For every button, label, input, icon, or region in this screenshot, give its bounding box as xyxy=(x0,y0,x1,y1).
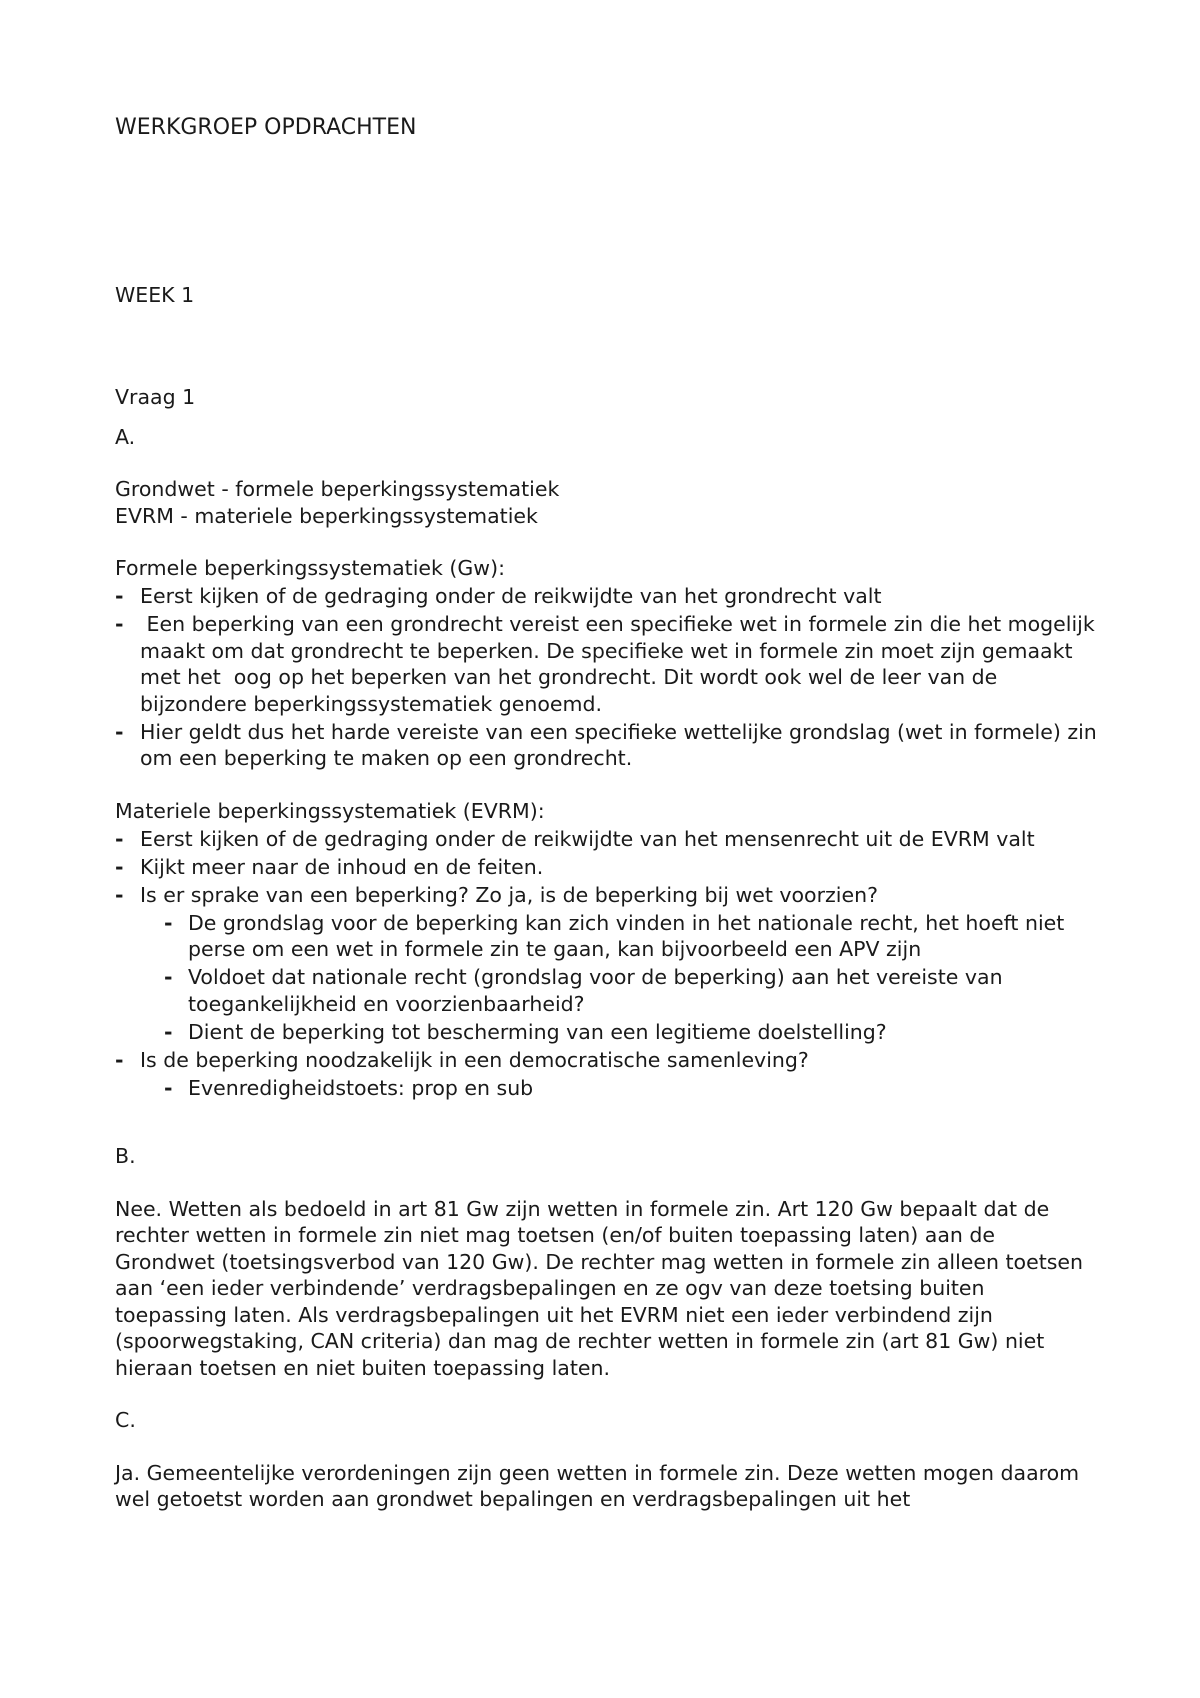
bullet-dash: - xyxy=(115,826,124,851)
question-label: Vraag 1 xyxy=(115,385,196,409)
list-item-text: Een beperking van een grondrecht vereist een specifieke wet in formele zin die het mogelijk maakt om dat grondrecht te beperken. De specifieke wet in formele zin moet zijn gemaakt met het oog op het beperken van het grondrecht. Dit wordt ook wel de leer van de bijzondere beperkingssystematiek genoemd. xyxy=(140,612,1102,716)
sub-list xyxy=(140,1075,1100,1102)
sub-list-item-text: De grondslag voor de beperking kan zich vinden in het nationale recht, het hoeft niet perse om een wet in formele zin te gaan, kan bijvoorbeeld een APV zijn xyxy=(188,910,1065,961)
sub-list-item-text: Voldoet dat nationale recht (grondslag voor de beperking) aan het vereiste van toegankelijkheid en voorzienbaarheid? xyxy=(188,965,1003,1016)
list-item-text: Is de beperking noodzakelijk in een democratische samenleving? xyxy=(140,1047,809,1072)
list-item-text: Is er sprake van een beperking? Zo ja, is de beperking bij wet voorzien? xyxy=(140,882,878,907)
part-b-label: B. xyxy=(115,1144,136,1168)
list-item-text: Hier geldt dus het harde vereiste van een specifieke wettelijke grondslag (wet in formele) zin om een beperking te maken op een grondrecht. xyxy=(140,719,1097,770)
list-item xyxy=(115,1047,1100,1102)
intro-line-gw: Grondwet - formele beperkingssystematiek xyxy=(115,477,560,501)
list-item xyxy=(115,882,1100,1046)
bullet-dash: - xyxy=(115,854,124,879)
bullet-dash: - xyxy=(115,612,124,636)
week-heading: WEEK 1 xyxy=(115,283,195,307)
bullet-dash: - xyxy=(115,882,124,907)
list-item xyxy=(115,611,1100,717)
sub-list-item xyxy=(140,1019,1100,1046)
bullet-dash: - xyxy=(164,910,173,935)
list-item xyxy=(115,826,1100,853)
sub-list-item xyxy=(140,910,1100,963)
part-c-label: C. xyxy=(115,1408,136,1432)
sub-list-item-text: Evenredigheidstoets: prop en sub xyxy=(188,1075,534,1100)
intro-line-evrm: EVRM - materiele beperkingssystematiek xyxy=(115,503,538,528)
part-a-label: A. xyxy=(115,424,136,449)
list-item xyxy=(115,719,1100,772)
bullet-dash: - xyxy=(164,1019,173,1044)
part-c-answer: Ja. Gemeentelijke verordeningen zijn geen wetten in formele zin. Deze wetten mogen daarom wel getoetst worden aan grondwet bepalingen en verdragsbepalingen uit het xyxy=(115,1460,1080,1511)
sub-list-item xyxy=(140,1075,1100,1102)
bullet-dash: - xyxy=(164,1075,173,1100)
sub-list xyxy=(140,910,1100,1046)
bullet-dash: - xyxy=(115,584,124,608)
formele-list xyxy=(115,583,1100,772)
list-item-text: Kijkt meer naar de inhoud en de feiten. xyxy=(140,854,544,879)
list-item-text: Eerst kijken of de gedraging onder de reikwijdte van het mensenrecht uit de EVRM valt xyxy=(140,826,1035,851)
materiele-list xyxy=(115,826,1100,1102)
sub-list-item xyxy=(140,964,1100,1017)
list-item xyxy=(115,854,1100,881)
sub-list-item-text: Dient de beperking tot bescherming van een legitieme doelstelling? xyxy=(188,1019,887,1044)
formele-heading: Formele beperkingssystematiek (Gw): xyxy=(115,556,505,580)
document-body xyxy=(115,384,1100,1513)
materiele-heading: Materiele beperkingssystematiek (EVRM): xyxy=(115,798,545,823)
document-title: WERKGROEP OPDRACHTEN xyxy=(115,115,417,140)
bullet-dash: - xyxy=(115,1047,124,1072)
list-item-text: Eerst kijken of de gedraging onder de reikwijdte van het grondrecht valt xyxy=(140,584,882,608)
list-item xyxy=(115,583,1100,610)
bullet-dash: - xyxy=(164,965,173,989)
part-b-answer: Nee. Wetten als bedoeld in art 81 Gw zijn wetten in formele zin. Art 120 Gw bepaalt dat de rechter wetten in formele zin niet mag toetsen (en/of buiten toepassing laten) aan de Grondwet (toetsingsverbod van 120 Gw). De rechter mag wetten in formele zin alleen toetsen aan ‘een ieder verbindende’ verdragsbepalingen en ze ogv van deze toetsing buiten toepassing laten. Als verdragsbepalingen uit het EVRM niet een ieder verbindend zijn (spoorwegstaking, CAN criteria) dan mag de rechter wetten in formele zin (art 81 Gw) niet hieraan toetsen en niet buiten toepassing laten. xyxy=(115,1196,1084,1380)
bullet-dash: - xyxy=(115,719,124,744)
